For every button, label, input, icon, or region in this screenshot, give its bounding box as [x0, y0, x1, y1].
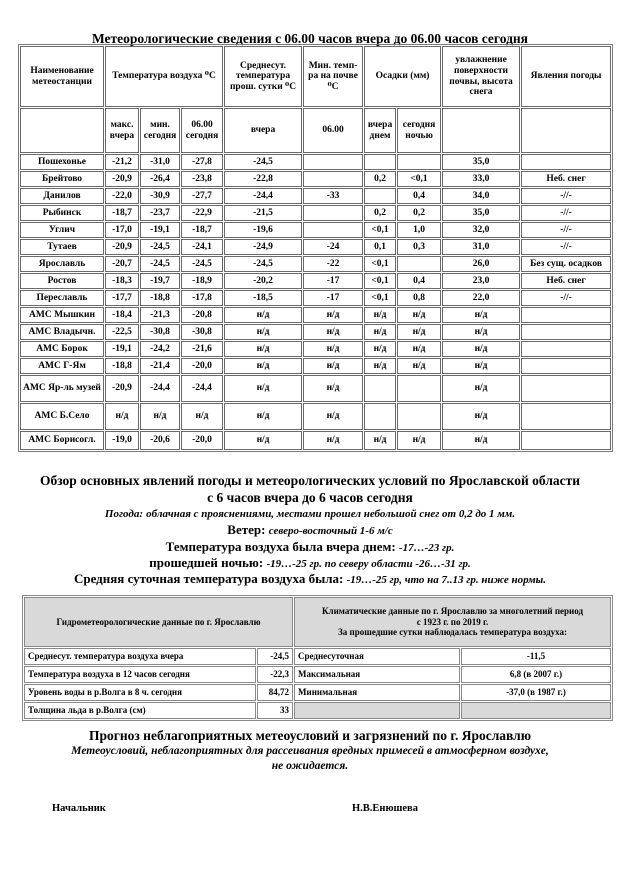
hydromet-table	[22, 595, 613, 721]
hydro-label: Уровень воды в р.Волга в 8 ч. сегодня	[24, 684, 256, 701]
precip-night: <0,1	[397, 171, 441, 187]
forecast-line-1: Метеоусловий, неблагоприятных для рассеивания вредных примесей в атмосферном воздухе,	[71, 745, 549, 757]
station-name: Брейтово	[20, 171, 104, 187]
temp-night-label: прошедшей ночью:	[149, 555, 264, 570]
forecast-heading: Прогноз неблагоприятных метеоусловий и загрязнений по г. Ярославлю	[88, 728, 532, 743]
precip-day: н/д	[364, 431, 396, 450]
table-row	[20, 290, 611, 306]
soil-temp: -17	[303, 273, 363, 289]
temp-min: -18,8	[140, 290, 180, 306]
table-row	[20, 431, 611, 450]
table-row	[20, 171, 611, 187]
climate-value	[461, 702, 611, 719]
table-row	[24, 648, 611, 665]
soil-temp: н/д	[303, 431, 363, 450]
avg-temp: -21,5	[224, 205, 302, 221]
subheader-0600: 06.00 сегодня	[181, 108, 223, 153]
weather-phenomena: -//-	[521, 290, 611, 306]
subheader-min: мин. сегодня	[140, 108, 180, 153]
temp-min: -24,2	[140, 341, 180, 357]
station-name: Пошехонье	[20, 154, 104, 170]
temp-min: н/д	[140, 403, 180, 430]
climate-label	[294, 702, 460, 719]
weather-phenomena: -//-	[521, 239, 611, 255]
snow-height: 35,0	[442, 205, 520, 221]
avg-temp: -19,6	[224, 222, 302, 238]
weather-phenomena	[521, 341, 611, 357]
page-title: Метеорологические сведения с 06.00 часов вчера до 06.00 часов сегодня	[91, 31, 528, 46]
temp-day-label: Температура воздуха была вчера днем:	[165, 539, 396, 554]
precip-day: 0,1	[364, 239, 396, 255]
soil-temp: н/д	[303, 403, 363, 430]
station-name: АМС Мышкин	[20, 307, 104, 323]
temp-min: -26,4	[140, 171, 180, 187]
table-row	[24, 702, 611, 719]
station-name: АМС Б.Село	[20, 403, 104, 430]
temp-day-text: -17…-23 гр.	[398, 542, 455, 554]
hydro-label: Толщина льда в р.Волга (см)	[24, 702, 256, 719]
snow-height: н/д	[442, 403, 520, 430]
precip-day	[364, 403, 396, 430]
snow-height: 26,0	[442, 256, 520, 272]
avg-text: -19…-25 гр, что на 7..13 гр. ниже нормы.	[346, 574, 547, 586]
overview-avg-temp	[0, 571, 620, 587]
precip-night: н/д	[397, 431, 441, 450]
temp-min: -24,5	[140, 239, 180, 255]
precip-day: <0,1	[364, 290, 396, 306]
temp-0600: -23,8	[181, 171, 223, 187]
temp-min: -30,9	[140, 188, 180, 204]
temp-min: -19,7	[140, 273, 180, 289]
temp-min: -24,4	[140, 375, 180, 402]
temp-0600: -21,6	[181, 341, 223, 357]
temp-max: -18,8	[105, 358, 139, 374]
weather-phenomena	[521, 403, 611, 430]
avg-temp: -24,9	[224, 239, 302, 255]
weather-phenomena	[521, 324, 611, 340]
avg-temp: -18,5	[224, 290, 302, 306]
avg-temp: н/д	[224, 431, 302, 450]
precip-night: 0,4	[397, 188, 441, 204]
weather-phenomena: -//-	[521, 188, 611, 204]
weather-phenomena: -//-	[521, 205, 611, 221]
snow-height: 23,0	[442, 273, 520, 289]
station-name: Данилов	[20, 188, 104, 204]
avg-temp: н/д	[224, 358, 302, 374]
station-name: Рыбинск	[20, 205, 104, 221]
station-name: Тутаев	[20, 239, 104, 255]
snow-height: 32,0	[442, 222, 520, 238]
snow-height: 31,0	[442, 239, 520, 255]
temp-0600: -30,8	[181, 324, 223, 340]
temp-max: -18,7	[105, 205, 139, 221]
station-name: Углич	[20, 222, 104, 238]
snow-height: н/д	[442, 375, 520, 402]
table-row	[20, 341, 611, 357]
weather-label: Погода:	[104, 508, 143, 520]
temp-0600: н/д	[181, 403, 223, 430]
overview-temp-night	[0, 555, 620, 571]
avg-temp: -20,2	[224, 273, 302, 289]
temp-min: -31,0	[140, 154, 180, 170]
soil-temp: -17	[303, 290, 363, 306]
snow-height: 34,0	[442, 188, 520, 204]
wind-text: северо-восточный 1-6 м/с	[268, 525, 393, 537]
temp-max: -18,3	[105, 273, 139, 289]
avg-temp: н/д	[224, 403, 302, 430]
snow-height: 22,0	[442, 290, 520, 306]
precip-night: 0,8	[397, 290, 441, 306]
snow-height: 33,0	[442, 171, 520, 187]
temp-min: -21,4	[140, 358, 180, 374]
overview-weather	[0, 506, 620, 521]
station-name: Ярославль	[20, 256, 104, 272]
temp-min: -30,8	[140, 324, 180, 340]
soil-temp	[303, 222, 363, 238]
temp-0600: -20,8	[181, 307, 223, 323]
subheader-empty	[521, 108, 611, 153]
avg-temp: н/д	[224, 375, 302, 402]
overview-wind	[0, 522, 620, 538]
temp-0600: -24,1	[181, 239, 223, 255]
avg-temp: -24,5	[224, 154, 302, 170]
precip-day: н/д	[364, 358, 396, 374]
subheader-precip-day: вчера днем	[364, 108, 396, 153]
station-name: АМС Борок	[20, 341, 104, 357]
soil-temp	[303, 154, 363, 170]
precip-night: 0,4	[397, 273, 441, 289]
avg-temp: н/д	[224, 307, 302, 323]
weather-phenomena: -//-	[521, 222, 611, 238]
snow-height: н/д	[442, 341, 520, 357]
temp-min: -21,3	[140, 307, 180, 323]
subheader-empty	[20, 108, 104, 153]
station-name: АМС Яр-ль музей	[20, 375, 104, 402]
hydro-value: 33	[257, 702, 293, 719]
weather-text: облачная с прояснениями, местами прошел небольшой снег от 0,2 до 1 мм.	[146, 508, 516, 520]
temp-0600: -27,7	[181, 188, 223, 204]
temp-night-text: -19…-25 гр. по северу области -26…-31 гр.	[266, 558, 471, 570]
weather-phenomena	[521, 358, 611, 374]
table-row	[24, 684, 611, 701]
climate-label: Среднесуточная	[294, 648, 460, 665]
temp-max: -22,5	[105, 324, 139, 340]
temp-max: -22,0	[105, 188, 139, 204]
signature-name: Н.В.Енюшева	[352, 803, 418, 814]
temp-max: -19,1	[105, 341, 139, 357]
avg-temp: -24,5	[224, 256, 302, 272]
temp-0600: -24,5	[181, 256, 223, 272]
hydro-label: Температура воздуха в 12 часов сегодня	[24, 666, 256, 683]
weather-phenomena	[521, 375, 611, 402]
climate-header-line3: За прошедшие сутки наблюдалась температура воздуха:	[338, 627, 567, 638]
soil-temp	[303, 171, 363, 187]
snow-height: н/д	[442, 358, 520, 374]
table-row	[20, 358, 611, 374]
temp-max: -17,0	[105, 222, 139, 238]
precip-day	[364, 188, 396, 204]
table-row	[20, 154, 611, 170]
subheader-soil: 06.00	[303, 108, 363, 153]
climate-value: -37,0 (в 1987 г.)	[461, 684, 611, 701]
header-min-soil: Мин. темп-ра на почве ⁰С	[303, 46, 363, 107]
table-row	[24, 666, 611, 683]
header-station: Наименование метеостанции	[20, 46, 104, 107]
precip-day: <0,1	[364, 273, 396, 289]
table-row	[20, 188, 611, 204]
overview-heading-2: с 6 часов вчера до 6 часов сегодня	[207, 490, 413, 505]
temp-max: -19,0	[105, 431, 139, 450]
precip-day: 0,2	[364, 171, 396, 187]
temp-0600: -22,9	[181, 205, 223, 221]
temp-max: -20,9	[105, 239, 139, 255]
avg-temp: -24,4	[224, 188, 302, 204]
snow-height: 35,0	[442, 154, 520, 170]
temp-max: -20,7	[105, 256, 139, 272]
temp-max: -20,9	[105, 375, 139, 402]
soil-temp: -24	[303, 239, 363, 255]
hydro-value: 84,72	[257, 684, 293, 701]
temp-max: -17,7	[105, 290, 139, 306]
climate-label: Минимальная	[294, 684, 460, 701]
forecast-line-2: не ожидается.	[271, 760, 349, 772]
climate-value: 6,8 (в 2007 г.)	[461, 666, 611, 683]
precip-day: н/д	[364, 324, 396, 340]
precip-night: 0,2	[397, 205, 441, 221]
precip-night: н/д	[397, 324, 441, 340]
temp-min: -19,1	[140, 222, 180, 238]
temp-0600: -20,0	[181, 358, 223, 374]
weather-phenomena: Без сущ. осадков	[521, 256, 611, 272]
temp-0600: -18,9	[181, 273, 223, 289]
table-row	[20, 324, 611, 340]
precip-day: н/д	[364, 307, 396, 323]
subheader-avg: вчера	[224, 108, 302, 153]
station-name: АМС Г-Ям	[20, 358, 104, 374]
hydromet-header: Гидрометеорологические данные по г. Ярославлю	[24, 597, 293, 647]
table-row	[20, 239, 611, 255]
avg-temp: -22,8	[224, 171, 302, 187]
temp-min: -24,5	[140, 256, 180, 272]
soil-temp: н/д	[303, 358, 363, 374]
table-row	[20, 375, 611, 402]
hydro-label: Среднесут. температура воздуха вчера	[24, 648, 256, 665]
precip-day: <0,1	[364, 222, 396, 238]
precip-night: н/д	[397, 307, 441, 323]
climate-header	[294, 597, 611, 647]
station-name: АМС Борисогл.	[20, 431, 104, 450]
soil-temp: н/д	[303, 375, 363, 402]
wind-label: Ветер:	[227, 522, 266, 537]
temp-0600: -24,4	[181, 375, 223, 402]
avg-label: Средняя суточная температура воздуха была:	[73, 571, 344, 586]
precip-night	[397, 256, 441, 272]
temp-0600: -18,7	[181, 222, 223, 238]
table-row	[20, 222, 611, 238]
precip-night: н/д	[397, 341, 441, 357]
weather-phenomena	[521, 431, 611, 450]
soil-temp: н/д	[303, 307, 363, 323]
precip-night	[397, 403, 441, 430]
climate-label: Максимальная	[294, 666, 460, 683]
signature-position: Начальник	[52, 803, 106, 814]
header-phenomena: Явления погоды	[521, 46, 611, 107]
weather-phenomena	[521, 307, 611, 323]
climate-header-line1: Климатические данные по г. Ярославлю за многолетний период	[322, 606, 584, 617]
precip-day	[364, 154, 396, 170]
snow-height: н/д	[442, 307, 520, 323]
meteo-table	[18, 44, 613, 452]
soil-temp: -33	[303, 188, 363, 204]
subheader-max: макс. вчера	[105, 108, 139, 153]
temp-max: -21,2	[105, 154, 139, 170]
temp-0600: -27,8	[181, 154, 223, 170]
precip-day: 0,2	[364, 205, 396, 221]
precip-night: н/д	[397, 358, 441, 374]
table-row	[20, 205, 611, 221]
temp-min: -23,7	[140, 205, 180, 221]
overview-heading-1: Обзор основных явлений погоды и метеорологических условий по Ярославской области	[39, 473, 581, 488]
station-name: АМС Владычн.	[20, 324, 104, 340]
temp-max: -18,4	[105, 307, 139, 323]
table-row	[20, 256, 611, 272]
station-name: Ростов	[20, 273, 104, 289]
precip-night	[397, 154, 441, 170]
temp-min: -20,6	[140, 431, 180, 450]
soil-temp: н/д	[303, 341, 363, 357]
precip-day: н/д	[364, 341, 396, 357]
header-moisture: увлажнение поверхности почвы, высота снега	[442, 46, 520, 107]
weather-phenomena	[521, 154, 611, 170]
header-precip: Осадки (мм)	[364, 46, 441, 107]
temp-0600: -17,8	[181, 290, 223, 306]
weather-phenomena: Неб. снег	[521, 273, 611, 289]
precip-night: 0,3	[397, 239, 441, 255]
table-row	[20, 403, 611, 430]
subheader-empty	[442, 108, 520, 153]
table-row	[20, 307, 611, 323]
temp-0600: -20,0	[181, 431, 223, 450]
header-air-temp: Температура воздуха ⁰С	[105, 46, 223, 107]
temp-max: -20,9	[105, 171, 139, 187]
snow-height: н/д	[442, 324, 520, 340]
subheader-precip-night: сегодня ночью	[397, 108, 441, 153]
avg-temp: н/д	[224, 341, 302, 357]
temp-max: н/д	[105, 403, 139, 430]
table-row	[20, 273, 611, 289]
precip-night	[397, 375, 441, 402]
hydro-value: -24,5	[257, 648, 293, 665]
precip-day: <0,1	[364, 256, 396, 272]
precip-night: 1,0	[397, 222, 441, 238]
soil-temp	[303, 205, 363, 221]
soil-temp: н/д	[303, 324, 363, 340]
climate-value: -11,5	[461, 648, 611, 665]
soil-temp: -22	[303, 256, 363, 272]
precip-day	[364, 375, 396, 402]
hydro-value: -22,3	[257, 666, 293, 683]
weather-phenomena: Неб. снег	[521, 171, 611, 187]
station-name: Переславль	[20, 290, 104, 306]
header-avg-temp: Среднесут. температура прош. сутки ⁰С	[224, 46, 302, 107]
snow-height: н/д	[442, 431, 520, 450]
overview-temp-day	[0, 539, 620, 555]
avg-temp: н/д	[224, 324, 302, 340]
climate-header-line2: с 1923 г. по 2019 г.	[416, 616, 489, 627]
